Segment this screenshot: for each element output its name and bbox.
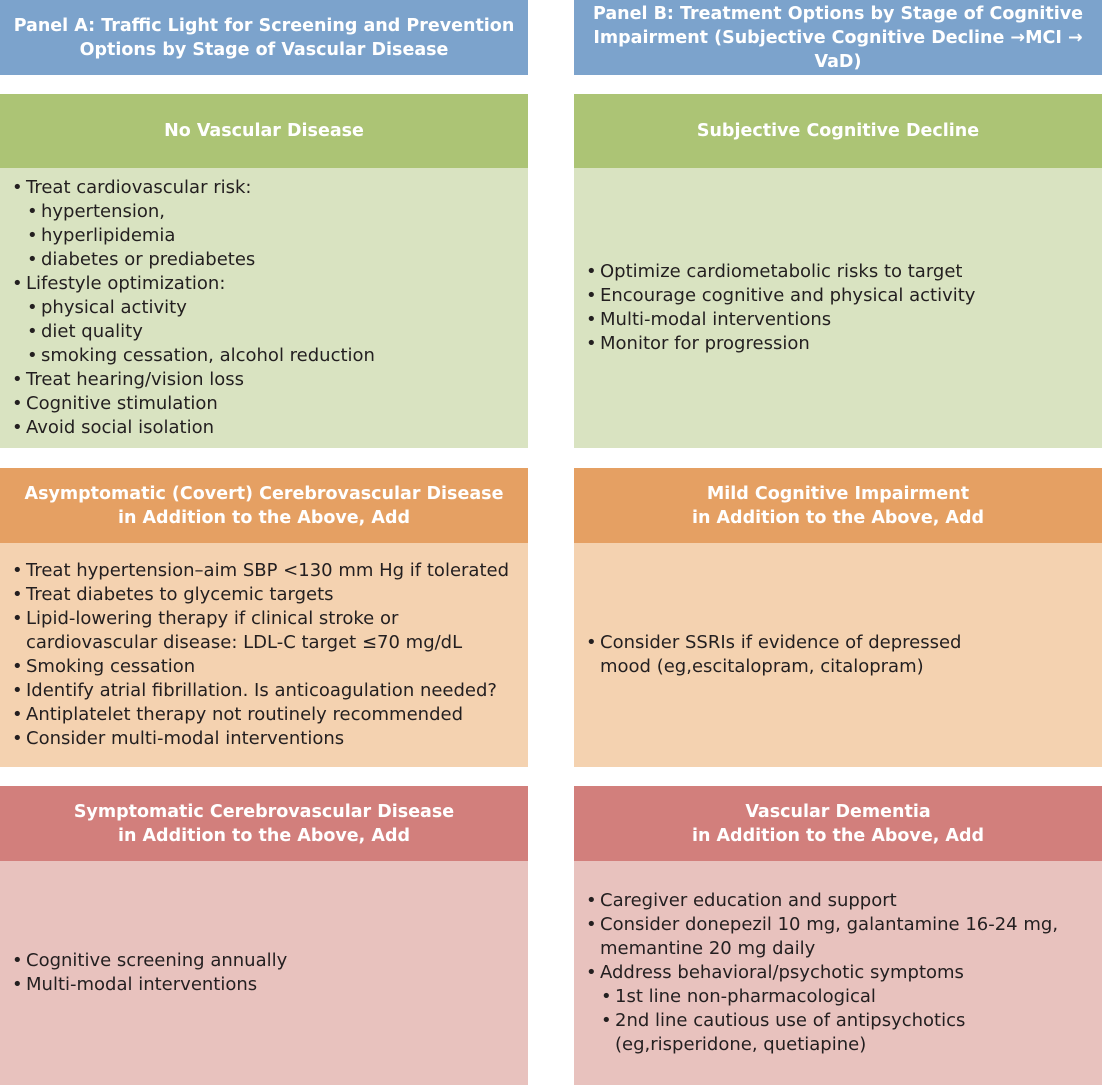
sub-bullet-item: • physical activity: [27, 296, 528, 320]
panel-b-title: Panel B: Treatment Options by Stage of Cognitive Impairment (Subjective Cognitive Decline →MCI → VaD): [574, 0, 1102, 75]
bullet-item: • Encourage cognitive and physical activity: [586, 284, 1102, 308]
bullet-item: • Consider SSRIs if evidence of depressed: [586, 631, 1102, 655]
sub-bullet-item: • diabetes or prediabetes: [27, 248, 528, 272]
bullet-item: • Treat hypertension–aim SBP <130 mm Hg if tolerated: [12, 559, 528, 583]
bullet-continuation: mood (eg,escitalopram, citalopram): [600, 656, 924, 677]
stage-header-symptomatic-cerebrovascular: Symptomatic Cerebrovascular Disease in Addition to the Above, Add: [0, 786, 528, 861]
sub-bullet-item: • diet quality: [27, 320, 528, 344]
bullet-continuation: cardiovascular disease: LDL-C target ≤70 mg/dL: [26, 632, 463, 653]
bullet-continuation: memantine 20 mg daily: [600, 938, 816, 959]
bullet-item: • Address behavioral/psychotic symptoms: [586, 961, 1102, 985]
panel-a-title: Panel A: Traffic Light for Screening and Prevention Options by Stage of Vascular Disease: [0, 0, 528, 75]
bullet-item: • Cognitive stimulation: [12, 392, 528, 416]
bullet-item: • Lifestyle optimization:: [12, 272, 528, 296]
sub-bullet-item: • smoking cessation, alcohol reduction: [27, 344, 528, 368]
bullet-item: • Avoid social isolation: [12, 416, 528, 440]
bullet-item: • Consider donepezil 10 mg, galantamine 16-24 mg,: [586, 913, 1102, 937]
bullet-item: • Treat cardiovascular risk:: [12, 176, 528, 200]
stage-body-mild-cognitive-impairment: [574, 543, 1102, 767]
bullet-item: • Smoking cessation: [12, 655, 528, 679]
sub-bullet-item: • hypertension,: [27, 200, 528, 224]
bullet-item: • Lipid-lowering therapy if clinical stroke or: [12, 607, 528, 631]
bullet-item: • Monitor for progression: [586, 332, 1102, 356]
stage-header-no-vascular-disease: No Vascular Disease: [0, 94, 528, 168]
stage-header-mild-cognitive-impairment: Mild Cognitive Impairment in Addition to the Above, Add: [574, 468, 1102, 543]
bullet-item: • Optimize cardiometabolic risks to target: [586, 260, 1102, 284]
bullet-continuation: (eg,risperidone, quetiapine): [615, 1034, 867, 1055]
bullet-item: • Treat diabetes to glycemic targets: [12, 583, 528, 607]
bullet-item: • Antiplatelet therapy not routinely recommended: [12, 703, 528, 727]
stage-body-subjective-cognitive-decline: [574, 168, 1102, 448]
bullet-item: • Identify atrial fibrillation. Is anticoagulation needed?: [12, 679, 528, 703]
stage-body-vascular-dementia: [574, 861, 1102, 1085]
sub-bullet-item: • hyperlipidemia: [27, 224, 528, 248]
bullet-item: • Cognitive screening annually: [12, 949, 528, 973]
bullet-item: • Multi-modal interventions: [586, 308, 1102, 332]
bullet-item: • Caregiver education and support: [586, 889, 1102, 913]
bullet-item: • Consider multi-modal interventions: [12, 727, 528, 751]
stage-header-asymptomatic-cerebrovascular: Asymptomatic (Covert) Cerebrovascular Disease in Addition to the Above, Add: [0, 468, 528, 543]
sub-bullet-item: • 1st line non-pharmacological: [601, 985, 1102, 1009]
stage-body-asymptomatic-cerebrovascular: [0, 543, 528, 767]
sub-bullet-item: • 2nd line cautious use of antipsychotics: [601, 1009, 1102, 1033]
bullet-item: • Multi-modal interventions: [12, 973, 528, 997]
stage-header-subjective-cognitive-decline: Subjective Cognitive Decline: [574, 94, 1102, 168]
bullet-item: • Treat hearing/vision loss: [12, 368, 528, 392]
stage-body-symptomatic-cerebrovascular: [0, 861, 528, 1085]
stage-body-no-vascular-disease: [0, 168, 528, 448]
stage-header-vascular-dementia: Vascular Dementia in Addition to the Above, Add: [574, 786, 1102, 861]
